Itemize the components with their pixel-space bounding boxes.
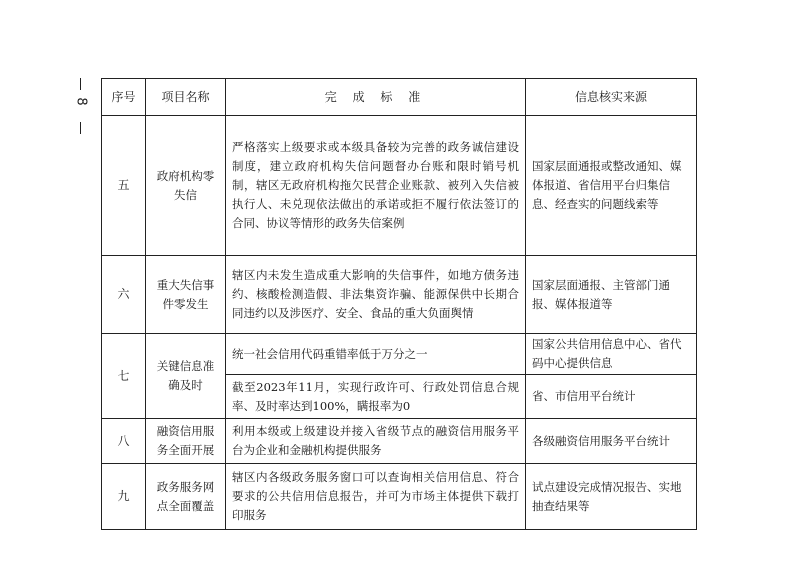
source-text: 省、市信用平台统计 [526,375,697,419]
page-number-marker [62,78,102,138]
page-number: 8 [73,97,89,106]
source-text: 各级融资信用服务平台统计 [526,419,697,464]
table-row [102,334,697,375]
row-number: 八 [102,419,146,464]
row-number: 五 [102,116,146,256]
header-no: 序号 [102,79,146,116]
source-text: 国家公共信用信息中心、省代码中心提供信息 [526,334,697,375]
source-text: 试点建设完成情况报告、实地抽查结果等 [526,464,697,530]
row-number: 九 [102,464,146,530]
item-name: 关键信息准确及时 [146,334,226,419]
standard-text: 截至2023年11月，实现行政许可、行政处罚信息合规率、及时率达到100%，瞒报率为0 [226,375,526,419]
header-source: 信息核实来源 [526,79,697,116]
standard-text: 统一社会信用代码重错率低于万分之一 [226,334,526,375]
row-number: 七 [102,334,146,419]
page-dash-bottom [80,122,81,134]
table-row [102,116,697,256]
item-name: 政府机构零失信 [146,116,226,256]
header-standard: 完 成 标 准 [226,79,526,116]
assessment-table [101,78,697,530]
page-dash-top [80,78,81,90]
standard-text: 严格落实上级要求或本级具备较为完善的政务诚信建设制度，建立政府机构失信问题督办台账和限时销号机制，辖区无政府机构拖欠民营企业账款、被列入失信被执行人、未兑现依法做出的承诺或拒不履行依法签订的合同、协议等情形的政务失信案例 [226,116,526,256]
item-name: 重大失信事件零发生 [146,256,226,334]
table-row [102,464,697,530]
table-row [102,419,697,464]
header-name: 项目名称 [146,79,226,116]
source-text: 国家层面通报、主管部门通报、媒体报道等 [526,256,697,334]
table-header-row [102,79,697,116]
row-number: 六 [102,256,146,334]
item-name: 政务服务网点全面覆盖 [146,464,226,530]
standard-text: 利用本级或上级建设并接入省级节点的融资信用服务平台为企业和金融机构提供服务 [226,419,526,464]
standard-text: 辖区内未发生造成重大影响的失信事件，如地方债务违约、核酸检测造假、非法集资诈骗、能源保供中长期合同违约以及涉医疗、安全、食品的重大负面舆情 [226,256,526,334]
standard-text: 辖区内各级政务服务窗口可以查询相关信用信息、符合要求的公共信用信息报告，并可为市场主体提供下载打印服务 [226,464,526,530]
table-row [102,256,697,334]
item-name: 融资信用服务全面开展 [146,419,226,464]
source-text: 国家层面通报或整改通知、媒体报道、省信用平台归集信息、经查实的问题线索等 [526,116,697,256]
